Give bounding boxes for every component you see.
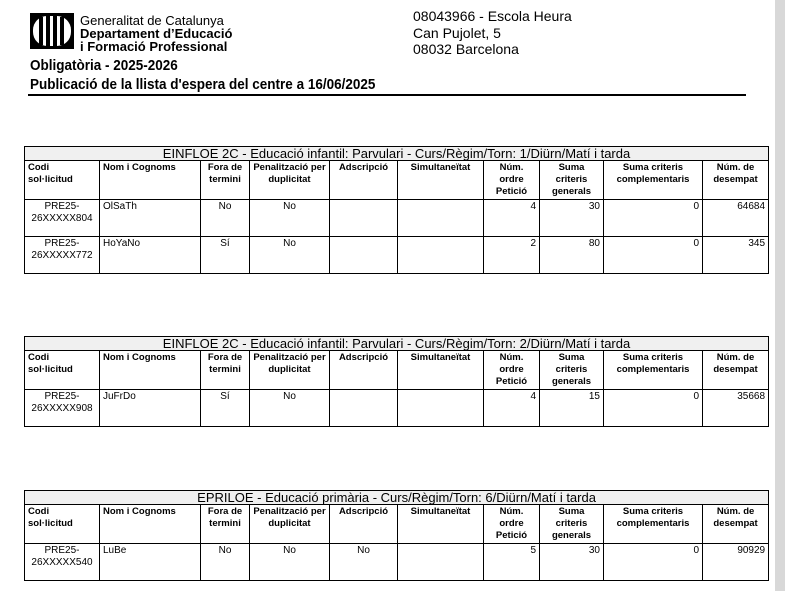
generalitat-logo	[30, 13, 74, 49]
table-caption: EPRILOE - Educació primària - Curs/Règim/Torn: 6/Diürn/Matí i tarda	[25, 491, 769, 505]
column-header: Penalització per duplicitat	[250, 505, 330, 544]
table-cell: PRE25-26XXXXX804	[25, 200, 100, 237]
table-cell: LuBe	[100, 544, 201, 581]
table-cell: 5	[484, 544, 540, 581]
waiting-list-table	[24, 336, 769, 427]
school-address	[413, 8, 572, 58]
table-cell: Sí	[201, 237, 250, 274]
column-header: Núm. ordre Petició	[484, 161, 540, 200]
column-header: Fora de termini	[201, 351, 250, 390]
table-cell	[398, 390, 484, 427]
table-cell: PRE25-26XXXXX908	[25, 390, 100, 427]
scrollbar[interactable]	[775, 0, 785, 591]
table-cell: No	[250, 200, 330, 237]
school-city: 08032 Barcelona	[413, 41, 519, 57]
table-cell: No	[250, 237, 330, 274]
column-header: Fora de termini	[201, 505, 250, 544]
table-cell: JuFrDo	[100, 390, 201, 427]
table-cell	[398, 200, 484, 237]
waiting-list-table	[24, 146, 769, 274]
org-line-2: Departament d’Educació	[80, 26, 233, 41]
table-row	[25, 390, 769, 427]
table-cell	[330, 237, 398, 274]
table-cell: No	[201, 544, 250, 581]
page-subtitle: Publicació de la llista d'espera del centre a 16/06/2025	[30, 76, 376, 93]
column-header: Nom i Cognoms	[100, 351, 201, 390]
table-cell: 80	[540, 237, 604, 274]
table-cell: 35668	[703, 390, 769, 427]
column-header: Codi sol·licitud	[25, 351, 100, 390]
column-header: Suma criteris complementaris	[604, 161, 703, 200]
org-line-1: Generalitat de Catalunya	[80, 13, 224, 28]
school-name: 08043966 - Escola Heura	[413, 8, 572, 24]
table-cell: 0	[604, 544, 703, 581]
column-header: Simultaneïtat	[398, 351, 484, 390]
organization-name	[80, 14, 232, 53]
column-header: Codi sol·licitud	[25, 161, 100, 200]
table-row	[25, 237, 769, 274]
column-header: Núm. de desempat	[703, 505, 769, 544]
table-cell: No	[250, 544, 330, 581]
table-cell: No	[250, 390, 330, 427]
table-cell	[398, 544, 484, 581]
column-header: Adscripció	[330, 351, 398, 390]
table-cell: 2	[484, 237, 540, 274]
table-cell	[330, 390, 398, 427]
table-cell: HoYaNo	[100, 237, 201, 274]
table-cell: 64684	[703, 200, 769, 237]
table-cell: 30	[540, 200, 604, 237]
table-cell: 0	[604, 200, 703, 237]
table-row	[25, 200, 769, 237]
table-cell: OlSaTh	[100, 200, 201, 237]
column-header: Simultaneïtat	[398, 161, 484, 200]
column-header: Nom i Cognoms	[100, 161, 201, 200]
table-cell	[398, 237, 484, 274]
column-header: Suma criteris generals	[540, 351, 604, 390]
table-cell: PRE25-26XXXXX772	[25, 237, 100, 274]
divider	[28, 94, 746, 96]
column-header: Núm. de desempat	[703, 161, 769, 200]
table-caption: EINFLOE 2C - Educació infantil: Parvulari - Curs/Règim/Torn: 2/Diürn/Matí i tarda	[25, 337, 769, 351]
table-cell: 4	[484, 200, 540, 237]
table-cell: No	[330, 544, 398, 581]
table-cell: 345	[703, 237, 769, 274]
table-cell: 0	[604, 390, 703, 427]
table-cell	[330, 200, 398, 237]
table-cell: Sí	[201, 390, 250, 427]
waiting-list-table	[24, 490, 769, 581]
column-header: Suma criteris generals	[540, 161, 604, 200]
column-header: Penalització per duplicitat	[250, 161, 330, 200]
column-header: Núm. ordre Petició	[484, 505, 540, 544]
column-header: Suma criteris complementaris	[604, 505, 703, 544]
column-header: Núm. ordre Petició	[484, 351, 540, 390]
table-cell: 15	[540, 390, 604, 427]
table-row	[25, 544, 769, 581]
column-header: Simultaneïtat	[398, 505, 484, 544]
column-header: Adscripció	[330, 161, 398, 200]
school-street: Can Pujolet, 5	[413, 24, 501, 41]
table-caption: EINFLOE 2C - Educació infantil: Parvulari - Curs/Règim/Torn: 1/Diürn/Matí i tarda	[25, 147, 769, 161]
column-header: Núm. de desempat	[703, 351, 769, 390]
org-line-3: i Formació Professional	[80, 39, 228, 54]
column-header: Adscripció	[330, 505, 398, 544]
page-title: Obligatòria - 2025-2026	[30, 57, 178, 74]
column-header: Fora de termini	[201, 161, 250, 200]
table-cell: 90929	[703, 544, 769, 581]
column-header: Suma criteris complementaris	[604, 351, 703, 390]
table-cell: 30	[540, 544, 604, 581]
column-header: Suma criteris generals	[540, 505, 604, 544]
column-header: Nom i Cognoms	[100, 505, 201, 544]
table-cell: 0	[604, 237, 703, 274]
column-header: Codi sol·licitud	[25, 505, 100, 544]
table-cell: No	[201, 200, 250, 237]
table-cell: 4	[484, 390, 540, 427]
table-cell: PRE25-26XXXXX540	[25, 544, 100, 581]
column-header: Penalització per duplicitat	[250, 351, 330, 390]
